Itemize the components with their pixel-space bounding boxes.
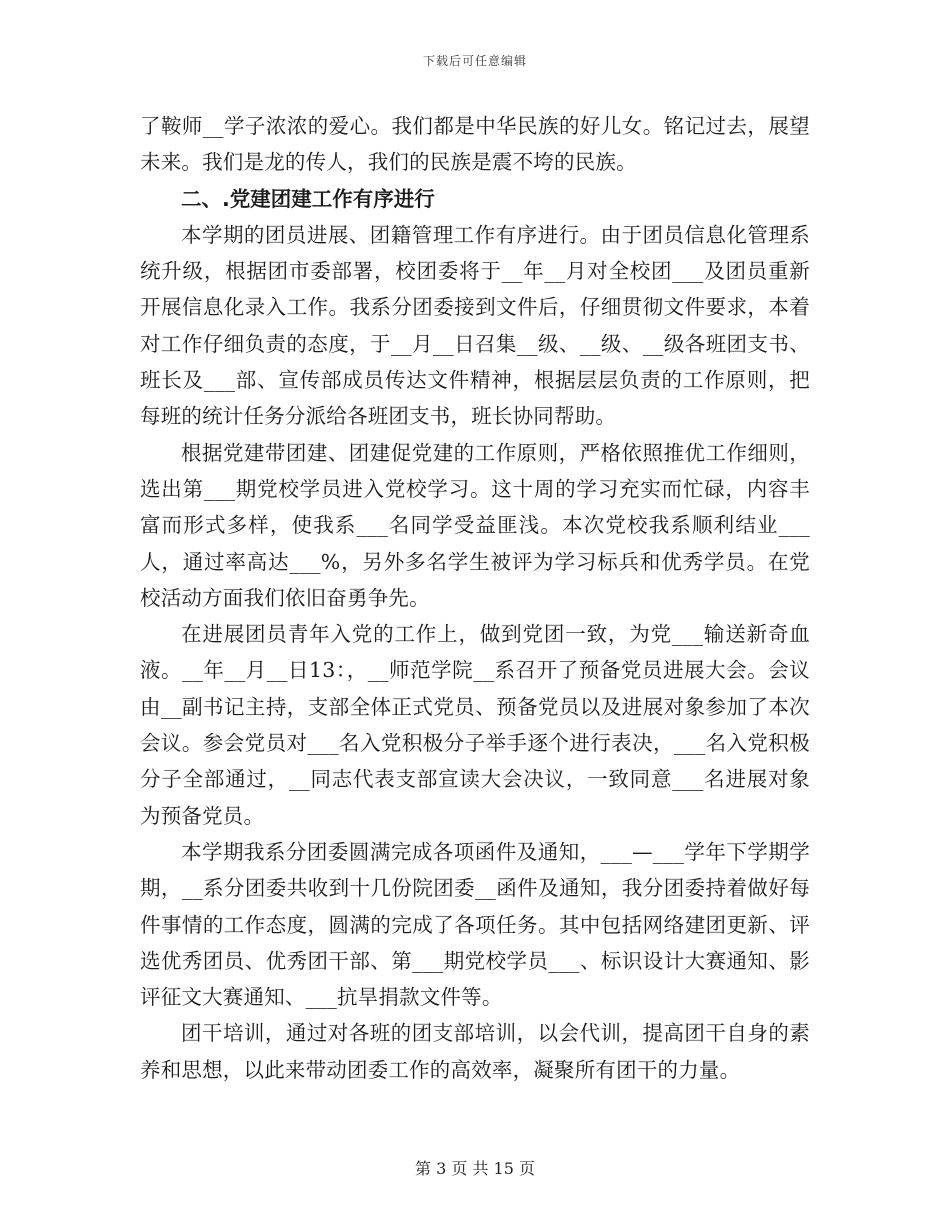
paragraph-cadre-training: 团干培训，通过对各班的团支部培训，以会代训，提高团干自身的素养和思想，以此来带动团委工作的高效率，凝聚所有团干的力量。 (140, 1021, 810, 1082)
paragraph-documents-notices: 本学期我系分团委圆满完成各项函件及通知，___—___学年下学期学期，__系分团委共收到十几份院团委__函件及通知，我分团委持着做好每件事情的工作态度，圆满的完成了各项任务。其中包括网络建团更新、评选优秀团员、优秀团干部、第___期党校学员___、标识设计大赛通知、影评征文大赛通知、___抗旱捐款文件等。 (140, 839, 810, 1010)
document-body (140, 108, 810, 1088)
section-heading: 二、.党建团建工作有序进行 (181, 186, 435, 211)
header-note: 下载后可任意编辑 (422, 54, 527, 68)
page-number: 第 3 页 共 15 页 (415, 1159, 535, 1178)
paragraph-continuation: 了鞍师__学子浓浓的爱心。我们都是中华民族的好儿女。铭记过去，展望未来。我们是龙的传人，我们的民族是震不垮的民族。 (140, 114, 810, 175)
paragraph-membership-management: 本学期的团员进展、团籍管理工作有序进行。由于团员信息化管理系统升级，根据团市委部署，校团委将于__年__月对全校团___及团员重新开展信息化录入工作。我系分团委接到文件后，仔细贯彻文件要求，本着对工作仔细负责的态度，于__月__日召集__级、__级、__级各班团支书、班长及___部、宣传部成员传达文件精神，根据层层负责的工作原则，把每班的统计任务分派给各班团支书，班长协同帮助。 (140, 222, 810, 429)
paragraph-party-development: 在进展团员青年入党的工作上，做到党团一致，为党___输送新奇血液。__年__月__日13：，__师范学院__系召开了预备党员进展大会。会议由__副书记主持，支部全体正式党员、预备党员以及进展对象参加了本次会议。参会党员对___名入党积极分子举手逐个进行表决，___名入党积极分子全部通过，__同志代表支部宣读大会决议，一致同意___名进展对象为预备党员。 (140, 622, 810, 828)
paragraph-party-school: 根据党建带团建、团建促党建的工作原则，严格依照推优工作细则，选出第___期党校学员进入党校学习。这十周的学习充实而忙碌，内容丰富而形式多样，使我系___名同学受益匪浅。本次党校我系顺利结业___人，通过率高达___%，另外多名学生被评为学习标兵和优秀学员。在党校活动方面我们依旧奋勇争先。 (140, 440, 810, 610)
